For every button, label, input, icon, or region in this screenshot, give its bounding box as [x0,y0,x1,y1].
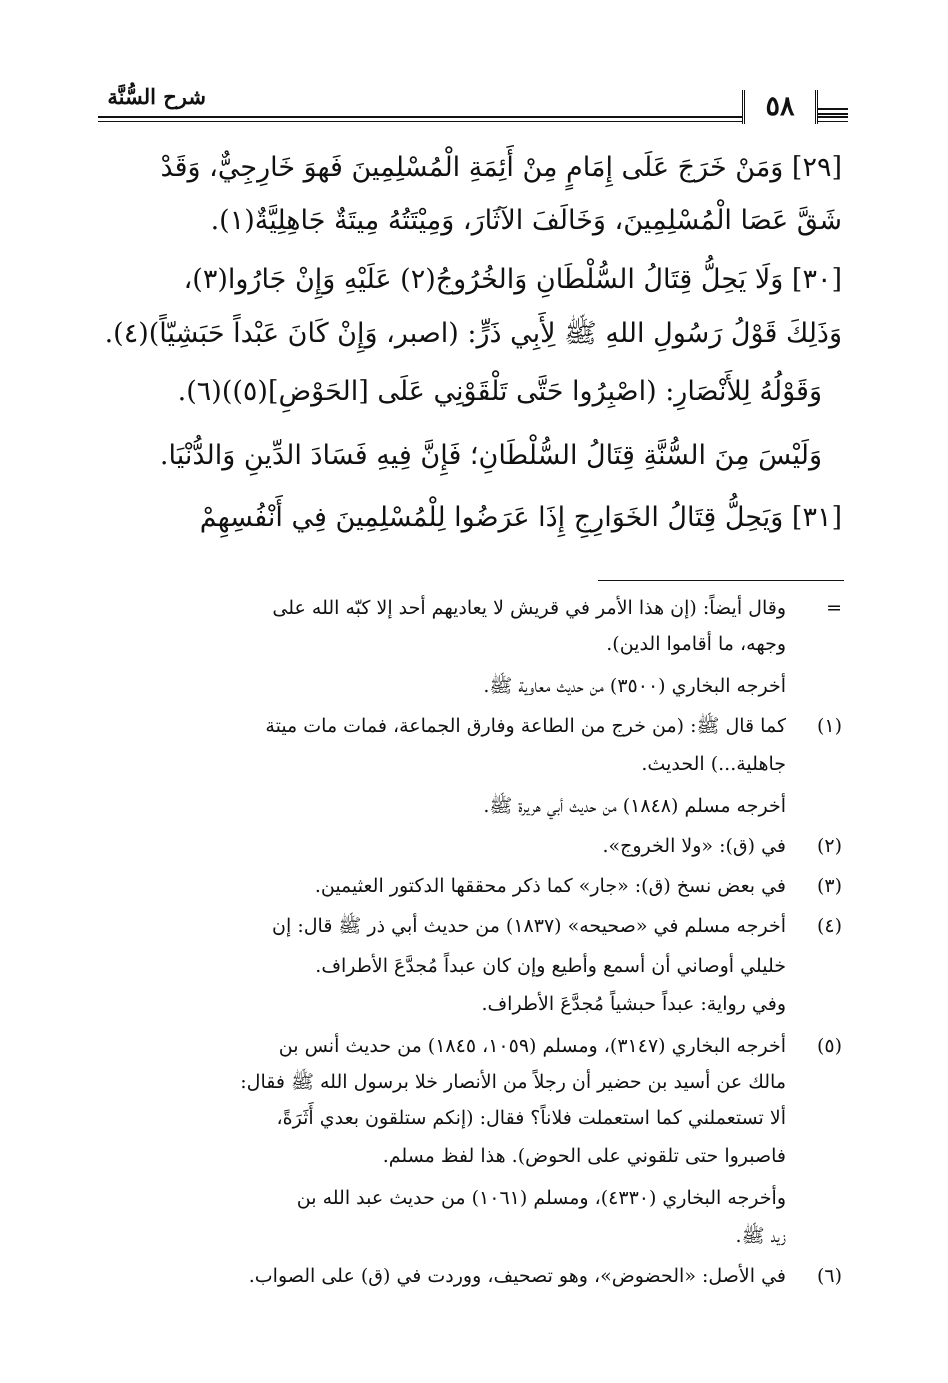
footnote-line: أخرجه البخاري (٣٥٠٠) من حديث معاوية ﷺ. [483,675,786,697]
main-line: وَقَوْلُهُ لِلأَنْصَارِ: (اصْبِرُوا حَتَّى تَلْقَوْنِي عَلَى [الحَوْضِ](٥))(٦). [177,376,822,407]
footnote-line: كما قال ﷺ: (من خرج من الطاعة وفارق الجماعة، فمات مات ميتة [265,715,786,737]
footnote-separator [598,580,844,581]
page-number: ٥٨ [742,90,818,124]
footnote-mark: (١) [816,715,842,737]
footnote-line: وجهه، ما أقاموا الدين). [606,633,786,655]
footnote-line: زيد ﷺ. [735,1225,786,1247]
footnote-line: وفي رواية: عبداً حبشياً مُجدَّعَ الأطراف. [481,993,786,1015]
footnote-line: في (ق): «ولا الخروج». [602,835,786,857]
footnote-line: في بعض نسخ (ق): «جار» كما ذكر محققها الدكتور العثيمين. [314,875,786,897]
header-rule-thin [98,121,848,122]
footnote-line: وقال أيضاً: (إن هذا الأمر في قريش لا يعاديهم أحد إلا كبّه الله على [272,597,786,619]
footnote-line: جاهلية...) الحديث. [641,753,786,775]
footnote-mark: (٤) [816,915,842,937]
page-number-ornament [818,108,848,110]
footnote-line: خليلي أوصاني أن أسمع وأطيع وإن كان عبداً مُجدَّعَ الأطراف. [315,955,786,977]
footnote-line: أخرجه مسلم (١٨٤٨) من حديث أبي هريرة ﷺ. [483,795,786,817]
footnote-line: مالك عن أسيد بن حضير أن رجلاً من الأنصار خلا برسول الله ﷺ فقال: [240,1071,786,1093]
main-line: [٢٩] وَمَنْ خَرَجَ عَلَى إِمَامٍ مِنْ أَئِمَةِ الْمُسْلِمِينَ فَهوَ خَارِجِيٌّ، وَقَدْ [160,152,842,183]
footnote-mark: (٦) [816,1265,842,1287]
page-number-ornament-2 [818,113,848,115]
footnote-mark: (٢) [816,835,842,857]
main-line: [٣٠] وَلَا يَحِلُّ قِتَالُ السُّلْطَانِ وَالخُرُوجُ(٢) عَلَيْهِ وَإِنْ جَارُوا(٣)، [183,264,842,295]
running-header-title: شرح السُّنَّة [107,84,206,109]
footnote-line: في الأصل: «الحضوض»، وهو تصحيف، ووردت في (ق) على الصواب. [248,1265,786,1287]
main-line: شَقَّ عَصَا الْمُسْلِمِينَ، وَخَالَفَ الآثَارَ، وَمِيْتَتُهُ مِيتَةٌ جَاهِلِيَّةٌ(١). [210,205,842,236]
header-rule [98,116,848,118]
main-line: [٣١] وَيَحِلُّ قِتَالُ الخَوَارِجِ إِذَا عَرَضُوا لِلْمُسْلِمِينَ فِي أَنْفُسِهِمْ [199,502,842,533]
footnote-mark: (٣) [816,875,842,897]
main-line: وَذَلِكَ قَوْلُ رَسُولِ اللهِ ﷺ لِأَبِي ذَرٍّ: (اصبر، وَإِنْ كَانَ عَبْداً حَبَشِيّاً)(٤). [104,318,842,349]
footnote-line: وأخرجه البخاري (٤٣٣٠)، ومسلم (١٠٦١) من حديث عبد الله بن [296,1187,786,1209]
main-line: وَلَيْسَ مِنَ السُّنَّةِ قِتَالُ السُّلْطَانِ؛ فَإِنَّ فِيهِ فَسَادَ الدِّينِ وَالدُّنْيَا. [159,440,822,471]
footnote-line: أخرجه مسلم في «صحيحه» (١٨٣٧) من حديث أبي ذر ﷺ قال: إن [272,915,786,937]
footnote-line: أخرجه البخاري (٣١٤٧)، ومسلم (١٠٥٩، ١٨٤٥) من حديث أنس بن [278,1035,786,1057]
footnote-line: ألا تستعملني كما استعملت فلاناً؟ فقال: (إنكم ستلقون بعدي أَثَرَةً، [276,1107,786,1129]
footnote-mark: (٥) [816,1035,842,1057]
footnote-mark: = [826,597,842,619]
footnote-line: فاصبروا حتى تلقوني على الحوض). هذا لفظ مسلم. [382,1145,786,1167]
